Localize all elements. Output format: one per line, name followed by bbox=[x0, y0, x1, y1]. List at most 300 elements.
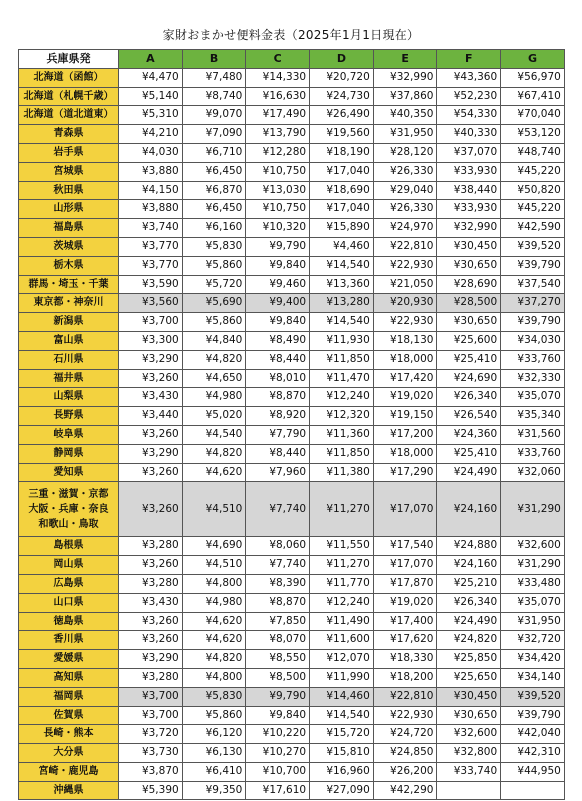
price-cell: ¥4,840 bbox=[182, 331, 246, 350]
destination-cell: 山梨県 bbox=[19, 388, 119, 407]
price-cell: ¥3,700 bbox=[119, 313, 183, 332]
destination-cell: 福井県 bbox=[19, 369, 119, 388]
price-cell: ¥10,700 bbox=[246, 762, 310, 781]
price-cell: ¥4,980 bbox=[182, 593, 246, 612]
price-cell: ¥17,400 bbox=[373, 612, 437, 631]
table-row bbox=[19, 143, 565, 162]
table-row bbox=[19, 593, 565, 612]
price-cell: ¥12,070 bbox=[310, 650, 374, 669]
price-cell: ¥15,810 bbox=[310, 744, 374, 763]
table-row bbox=[19, 463, 565, 482]
price-cell: ¥39,790 bbox=[501, 313, 565, 332]
price-cell: ¥13,030 bbox=[246, 181, 310, 200]
price-cell: ¥31,290 bbox=[501, 556, 565, 575]
price-cell: ¥9,460 bbox=[246, 275, 310, 294]
price-cell: ¥42,590 bbox=[501, 219, 565, 238]
price-cell: ¥3,720 bbox=[119, 725, 183, 744]
price-cell: ¥8,490 bbox=[246, 331, 310, 350]
price-cell: ¥4,800 bbox=[182, 668, 246, 687]
price-cell: ¥18,000 bbox=[373, 350, 437, 369]
price-cell: ¥50,820 bbox=[501, 181, 565, 200]
price-cell: ¥6,450 bbox=[182, 200, 246, 219]
price-cell: ¥16,960 bbox=[310, 762, 374, 781]
destination-cell: 岡山県 bbox=[19, 556, 119, 575]
price-cell: ¥30,450 bbox=[437, 237, 501, 256]
grade-header: B bbox=[182, 50, 246, 69]
price-cell: ¥37,270 bbox=[501, 294, 565, 313]
price-cell: ¥6,160 bbox=[182, 219, 246, 238]
price-cell: ¥5,830 bbox=[182, 687, 246, 706]
price-cell: ¥7,740 bbox=[246, 482, 310, 537]
price-cell: ¥30,650 bbox=[437, 706, 501, 725]
price-cell: ¥40,330 bbox=[437, 125, 501, 144]
table-row bbox=[19, 425, 565, 444]
price-cell: ¥24,490 bbox=[437, 463, 501, 482]
price-cell: ¥8,550 bbox=[246, 650, 310, 669]
price-cell: ¥33,740 bbox=[437, 762, 501, 781]
price-cell: ¥39,520 bbox=[501, 237, 565, 256]
price-cell: ¥10,750 bbox=[246, 162, 310, 181]
table-row bbox=[19, 237, 565, 256]
price-cell: ¥20,720 bbox=[310, 68, 374, 87]
destination-cell: 沖縄県 bbox=[19, 781, 119, 800]
price-cell: ¥9,790 bbox=[246, 687, 310, 706]
price-cell: ¥4,210 bbox=[119, 125, 183, 144]
price-cell: ¥25,410 bbox=[437, 350, 501, 369]
price-cell: ¥4,980 bbox=[182, 388, 246, 407]
price-cell: ¥5,860 bbox=[182, 706, 246, 725]
table-row bbox=[19, 650, 565, 669]
price-cell: ¥10,320 bbox=[246, 219, 310, 238]
destination-cell: 茨城県 bbox=[19, 237, 119, 256]
price-cell: ¥31,560 bbox=[501, 425, 565, 444]
grade-header: A bbox=[119, 50, 183, 69]
price-cell: ¥19,560 bbox=[310, 125, 374, 144]
price-cell: ¥8,010 bbox=[246, 369, 310, 388]
price-cell: ¥8,070 bbox=[246, 631, 310, 650]
price-cell: ¥34,030 bbox=[501, 331, 565, 350]
price-cell: ¥12,280 bbox=[246, 143, 310, 162]
destination-cell: 新潟県 bbox=[19, 313, 119, 332]
price-cell: ¥11,930 bbox=[310, 331, 374, 350]
table-row bbox=[19, 612, 565, 631]
price-cell: ¥33,760 bbox=[501, 444, 565, 463]
price-cell: ¥11,470 bbox=[310, 369, 374, 388]
price-cell: ¥7,960 bbox=[246, 463, 310, 482]
price-cell: ¥9,840 bbox=[246, 256, 310, 275]
price-cell: ¥26,200 bbox=[373, 762, 437, 781]
price-cell: ¥4,820 bbox=[182, 350, 246, 369]
table-row bbox=[19, 781, 565, 800]
rate-table-body bbox=[19, 68, 565, 800]
price-cell: ¥6,120 bbox=[182, 725, 246, 744]
rate-table bbox=[18, 49, 565, 800]
table-row bbox=[19, 275, 565, 294]
price-cell: ¥3,560 bbox=[119, 294, 183, 313]
price-cell: ¥4,540 bbox=[182, 425, 246, 444]
price-cell: ¥5,830 bbox=[182, 237, 246, 256]
table-row bbox=[19, 744, 565, 763]
price-cell: ¥17,540 bbox=[373, 537, 437, 556]
destination-cell: 富山県 bbox=[19, 331, 119, 350]
price-cell: ¥70,040 bbox=[501, 106, 565, 125]
price-cell: ¥13,360 bbox=[310, 275, 374, 294]
destination-cell: 北海道（函館） bbox=[19, 68, 119, 87]
price-cell bbox=[437, 781, 501, 800]
price-cell: ¥32,990 bbox=[437, 219, 501, 238]
price-cell: ¥19,020 bbox=[373, 388, 437, 407]
table-row bbox=[19, 106, 565, 125]
price-cell: ¥24,360 bbox=[437, 425, 501, 444]
price-cell: ¥3,260 bbox=[119, 482, 183, 537]
price-cell: ¥7,790 bbox=[246, 425, 310, 444]
price-cell: ¥37,070 bbox=[437, 143, 501, 162]
price-cell: ¥8,500 bbox=[246, 668, 310, 687]
destination-cell: 広島県 bbox=[19, 574, 119, 593]
price-cell: ¥4,620 bbox=[182, 463, 246, 482]
price-cell: ¥10,220 bbox=[246, 725, 310, 744]
price-cell: ¥26,340 bbox=[437, 388, 501, 407]
table-row bbox=[19, 537, 565, 556]
destination-cell: 三重・滋賀・京都 大阪・兵庫・奈良 和歌山・鳥取 bbox=[19, 482, 119, 537]
destination-cell: 福島県 bbox=[19, 219, 119, 238]
table-row bbox=[19, 556, 565, 575]
price-cell: ¥40,350 bbox=[373, 106, 437, 125]
price-cell: ¥3,300 bbox=[119, 331, 183, 350]
price-cell: ¥16,630 bbox=[246, 87, 310, 106]
price-cell: ¥13,280 bbox=[310, 294, 374, 313]
price-cell: ¥3,280 bbox=[119, 574, 183, 593]
price-cell: ¥11,850 bbox=[310, 350, 374, 369]
price-cell: ¥22,930 bbox=[373, 313, 437, 332]
price-cell: ¥52,230 bbox=[437, 87, 501, 106]
price-cell: ¥7,480 bbox=[182, 68, 246, 87]
price-cell: ¥11,990 bbox=[310, 668, 374, 687]
price-cell: ¥53,120 bbox=[501, 125, 565, 144]
price-cell: ¥3,260 bbox=[119, 631, 183, 650]
price-cell: ¥27,090 bbox=[310, 781, 374, 800]
price-cell: ¥5,690 bbox=[182, 294, 246, 313]
price-cell: ¥25,850 bbox=[437, 650, 501, 669]
price-cell: ¥24,850 bbox=[373, 744, 437, 763]
price-cell: ¥17,610 bbox=[246, 781, 310, 800]
price-cell: ¥39,790 bbox=[501, 706, 565, 725]
table-row bbox=[19, 313, 565, 332]
table-row bbox=[19, 668, 565, 687]
price-cell: ¥22,930 bbox=[373, 706, 437, 725]
destination-cell: 愛知県 bbox=[19, 463, 119, 482]
price-cell: ¥42,310 bbox=[501, 744, 565, 763]
price-cell: ¥14,540 bbox=[310, 256, 374, 275]
price-cell: ¥17,420 bbox=[373, 369, 437, 388]
price-cell: ¥3,260 bbox=[119, 556, 183, 575]
table-row bbox=[19, 294, 565, 313]
price-cell: ¥3,260 bbox=[119, 612, 183, 631]
table-row bbox=[19, 369, 565, 388]
price-cell: ¥26,330 bbox=[373, 162, 437, 181]
grade-header: C bbox=[246, 50, 310, 69]
price-cell: ¥3,260 bbox=[119, 425, 183, 444]
price-cell: ¥15,890 bbox=[310, 219, 374, 238]
price-cell: ¥8,870 bbox=[246, 388, 310, 407]
price-cell: ¥56,970 bbox=[501, 68, 565, 87]
price-cell: ¥4,820 bbox=[182, 444, 246, 463]
price-cell: ¥17,620 bbox=[373, 631, 437, 650]
grade-header: E bbox=[373, 50, 437, 69]
price-cell: ¥26,490 bbox=[310, 106, 374, 125]
table-row bbox=[19, 256, 565, 275]
price-cell: ¥12,240 bbox=[310, 388, 374, 407]
price-cell: ¥11,360 bbox=[310, 425, 374, 444]
table-row bbox=[19, 200, 565, 219]
price-cell: ¥30,450 bbox=[437, 687, 501, 706]
table-row bbox=[19, 87, 565, 106]
price-cell: ¥24,490 bbox=[437, 612, 501, 631]
price-cell: ¥3,290 bbox=[119, 650, 183, 669]
price-cell: ¥22,810 bbox=[373, 687, 437, 706]
price-cell: ¥32,720 bbox=[501, 631, 565, 650]
price-cell: ¥21,050 bbox=[373, 275, 437, 294]
price-cell: ¥32,990 bbox=[373, 68, 437, 87]
destination-cell: 岩手県 bbox=[19, 143, 119, 162]
price-cell: ¥37,860 bbox=[373, 87, 437, 106]
price-cell: ¥34,420 bbox=[501, 650, 565, 669]
price-cell: ¥3,880 bbox=[119, 200, 183, 219]
price-cell: ¥5,390 bbox=[119, 781, 183, 800]
destination-cell: 高知県 bbox=[19, 668, 119, 687]
price-cell: ¥19,150 bbox=[373, 407, 437, 426]
price-cell: ¥45,220 bbox=[501, 162, 565, 181]
price-cell: ¥12,240 bbox=[310, 593, 374, 612]
price-cell: ¥24,690 bbox=[437, 369, 501, 388]
price-cell: ¥32,060 bbox=[501, 463, 565, 482]
price-cell: ¥35,070 bbox=[501, 388, 565, 407]
price-cell: ¥25,210 bbox=[437, 574, 501, 593]
price-cell: ¥3,430 bbox=[119, 388, 183, 407]
destination-cell: 青森県 bbox=[19, 125, 119, 144]
destination-cell: 大分県 bbox=[19, 744, 119, 763]
price-cell: ¥8,390 bbox=[246, 574, 310, 593]
price-cell: ¥17,870 bbox=[373, 574, 437, 593]
price-cell: ¥8,060 bbox=[246, 537, 310, 556]
destination-cell: 静岡県 bbox=[19, 444, 119, 463]
price-cell: ¥35,070 bbox=[501, 593, 565, 612]
price-cell: ¥37,540 bbox=[501, 275, 565, 294]
destination-cell: 石川県 bbox=[19, 350, 119, 369]
price-cell: ¥14,540 bbox=[310, 313, 374, 332]
price-cell: ¥32,330 bbox=[501, 369, 565, 388]
grade-header: D bbox=[310, 50, 374, 69]
table-row bbox=[19, 444, 565, 463]
price-cell: ¥3,730 bbox=[119, 744, 183, 763]
price-cell: ¥4,510 bbox=[182, 556, 246, 575]
destination-cell: 長野県 bbox=[19, 407, 119, 426]
price-cell: ¥31,950 bbox=[501, 612, 565, 631]
price-cell: ¥5,860 bbox=[182, 313, 246, 332]
price-cell: ¥11,270 bbox=[310, 556, 374, 575]
price-cell: ¥5,860 bbox=[182, 256, 246, 275]
price-cell: ¥31,950 bbox=[373, 125, 437, 144]
price-cell: ¥33,760 bbox=[501, 350, 565, 369]
price-cell: ¥24,160 bbox=[437, 556, 501, 575]
table-row bbox=[19, 706, 565, 725]
price-cell: ¥3,700 bbox=[119, 687, 183, 706]
price-cell: ¥12,320 bbox=[310, 407, 374, 426]
price-cell: ¥26,340 bbox=[437, 593, 501, 612]
destination-cell: 福岡県 bbox=[19, 687, 119, 706]
price-cell: ¥5,310 bbox=[119, 106, 183, 125]
price-cell: ¥26,540 bbox=[437, 407, 501, 426]
price-cell: ¥8,440 bbox=[246, 444, 310, 463]
price-cell: ¥7,740 bbox=[246, 556, 310, 575]
price-cell: ¥25,650 bbox=[437, 668, 501, 687]
price-cell: ¥28,500 bbox=[437, 294, 501, 313]
destination-cell: 岐阜県 bbox=[19, 425, 119, 444]
price-cell: ¥17,200 bbox=[373, 425, 437, 444]
table-row bbox=[19, 725, 565, 744]
price-cell: ¥18,330 bbox=[373, 650, 437, 669]
price-cell: ¥25,600 bbox=[437, 331, 501, 350]
price-cell: ¥28,120 bbox=[373, 143, 437, 162]
price-cell: ¥33,480 bbox=[501, 574, 565, 593]
price-cell: ¥11,490 bbox=[310, 612, 374, 631]
price-cell: ¥17,290 bbox=[373, 463, 437, 482]
price-cell: ¥8,920 bbox=[246, 407, 310, 426]
price-cell: ¥32,600 bbox=[501, 537, 565, 556]
destination-cell: 北海道（道北道東） bbox=[19, 106, 119, 125]
price-cell: ¥17,040 bbox=[310, 162, 374, 181]
price-cell: ¥39,790 bbox=[501, 256, 565, 275]
price-cell: ¥8,870 bbox=[246, 593, 310, 612]
price-cell: ¥17,040 bbox=[310, 200, 374, 219]
price-cell: ¥3,260 bbox=[119, 369, 183, 388]
table-row bbox=[19, 388, 565, 407]
destination-cell: 香川県 bbox=[19, 631, 119, 650]
price-cell: ¥18,190 bbox=[310, 143, 374, 162]
table-row bbox=[19, 687, 565, 706]
destination-cell: 宮城県 bbox=[19, 162, 119, 181]
price-cell: ¥17,070 bbox=[373, 556, 437, 575]
price-cell: ¥33,930 bbox=[437, 162, 501, 181]
price-cell: ¥11,850 bbox=[310, 444, 374, 463]
price-cell: ¥18,000 bbox=[373, 444, 437, 463]
destination-cell: 秋田県 bbox=[19, 181, 119, 200]
price-cell: ¥7,090 bbox=[182, 125, 246, 144]
destination-cell: 徳島県 bbox=[19, 612, 119, 631]
price-cell: ¥33,930 bbox=[437, 200, 501, 219]
price-cell: ¥24,880 bbox=[437, 537, 501, 556]
grade-header: F bbox=[437, 50, 501, 69]
price-cell: ¥3,260 bbox=[119, 463, 183, 482]
price-cell: ¥9,350 bbox=[182, 781, 246, 800]
price-cell: ¥3,740 bbox=[119, 219, 183, 238]
price-cell: ¥26,330 bbox=[373, 200, 437, 219]
destination-cell: 愛媛県 bbox=[19, 650, 119, 669]
price-cell: ¥5,140 bbox=[119, 87, 183, 106]
price-cell: ¥11,270 bbox=[310, 482, 374, 537]
price-cell: ¥24,730 bbox=[310, 87, 374, 106]
price-cell: ¥35,340 bbox=[501, 407, 565, 426]
price-cell: ¥67,410 bbox=[501, 87, 565, 106]
price-cell: ¥6,130 bbox=[182, 744, 246, 763]
price-cell: ¥11,550 bbox=[310, 537, 374, 556]
table-row bbox=[19, 482, 565, 537]
price-cell: ¥3,700 bbox=[119, 706, 183, 725]
price-cell: ¥42,290 bbox=[373, 781, 437, 800]
price-cell: ¥3,880 bbox=[119, 162, 183, 181]
price-cell bbox=[501, 781, 565, 800]
price-cell: ¥28,690 bbox=[437, 275, 501, 294]
price-cell: ¥4,690 bbox=[182, 537, 246, 556]
grade-header: G bbox=[501, 50, 565, 69]
price-cell: ¥31,290 bbox=[501, 482, 565, 537]
price-cell: ¥45,220 bbox=[501, 200, 565, 219]
price-cell: ¥6,710 bbox=[182, 143, 246, 162]
price-cell: ¥4,650 bbox=[182, 369, 246, 388]
price-cell: ¥9,840 bbox=[246, 706, 310, 725]
table-row bbox=[19, 331, 565, 350]
destination-cell: 山口県 bbox=[19, 593, 119, 612]
price-cell: ¥3,770 bbox=[119, 256, 183, 275]
price-cell: ¥11,380 bbox=[310, 463, 374, 482]
price-cell: ¥32,600 bbox=[437, 725, 501, 744]
table-row bbox=[19, 631, 565, 650]
price-cell: ¥3,440 bbox=[119, 407, 183, 426]
table-row bbox=[19, 181, 565, 200]
price-cell: ¥42,040 bbox=[501, 725, 565, 744]
page-title: 家財おまかせ便料金表（2025年1月1日現在） bbox=[162, 28, 420, 42]
price-cell: ¥4,030 bbox=[119, 143, 183, 162]
destination-cell: 東京都・神奈川 bbox=[19, 294, 119, 313]
price-cell: ¥4,820 bbox=[182, 650, 246, 669]
table-row bbox=[19, 125, 565, 144]
price-cell: ¥24,160 bbox=[437, 482, 501, 537]
destination-cell: 栃木県 bbox=[19, 256, 119, 275]
price-cell: ¥9,400 bbox=[246, 294, 310, 313]
price-cell: ¥14,540 bbox=[310, 706, 374, 725]
destination-cell: 佐賀県 bbox=[19, 706, 119, 725]
price-cell: ¥8,440 bbox=[246, 350, 310, 369]
destination-cell: 島根県 bbox=[19, 537, 119, 556]
price-cell: ¥15,720 bbox=[310, 725, 374, 744]
price-cell: ¥29,040 bbox=[373, 181, 437, 200]
price-cell: ¥4,800 bbox=[182, 574, 246, 593]
price-cell: ¥4,620 bbox=[182, 631, 246, 650]
price-cell: ¥14,330 bbox=[246, 68, 310, 87]
price-cell: ¥44,950 bbox=[501, 762, 565, 781]
price-cell: ¥9,070 bbox=[182, 106, 246, 125]
price-cell: ¥4,150 bbox=[119, 181, 183, 200]
destination-cell: 群馬・埼玉・千葉 bbox=[19, 275, 119, 294]
price-cell: ¥3,590 bbox=[119, 275, 183, 294]
price-cell: ¥4,460 bbox=[310, 237, 374, 256]
table-row bbox=[19, 762, 565, 781]
price-cell: ¥14,460 bbox=[310, 687, 374, 706]
table-row bbox=[19, 219, 565, 238]
price-cell: ¥6,410 bbox=[182, 762, 246, 781]
price-cell: ¥30,650 bbox=[437, 256, 501, 275]
price-cell: ¥3,770 bbox=[119, 237, 183, 256]
price-cell: ¥3,870 bbox=[119, 762, 183, 781]
price-cell: ¥3,280 bbox=[119, 668, 183, 687]
price-cell: ¥24,970 bbox=[373, 219, 437, 238]
price-cell: ¥3,430 bbox=[119, 593, 183, 612]
price-cell: ¥19,020 bbox=[373, 593, 437, 612]
price-cell: ¥18,130 bbox=[373, 331, 437, 350]
price-cell: ¥25,410 bbox=[437, 444, 501, 463]
price-cell: ¥38,440 bbox=[437, 181, 501, 200]
price-cell: ¥3,290 bbox=[119, 444, 183, 463]
